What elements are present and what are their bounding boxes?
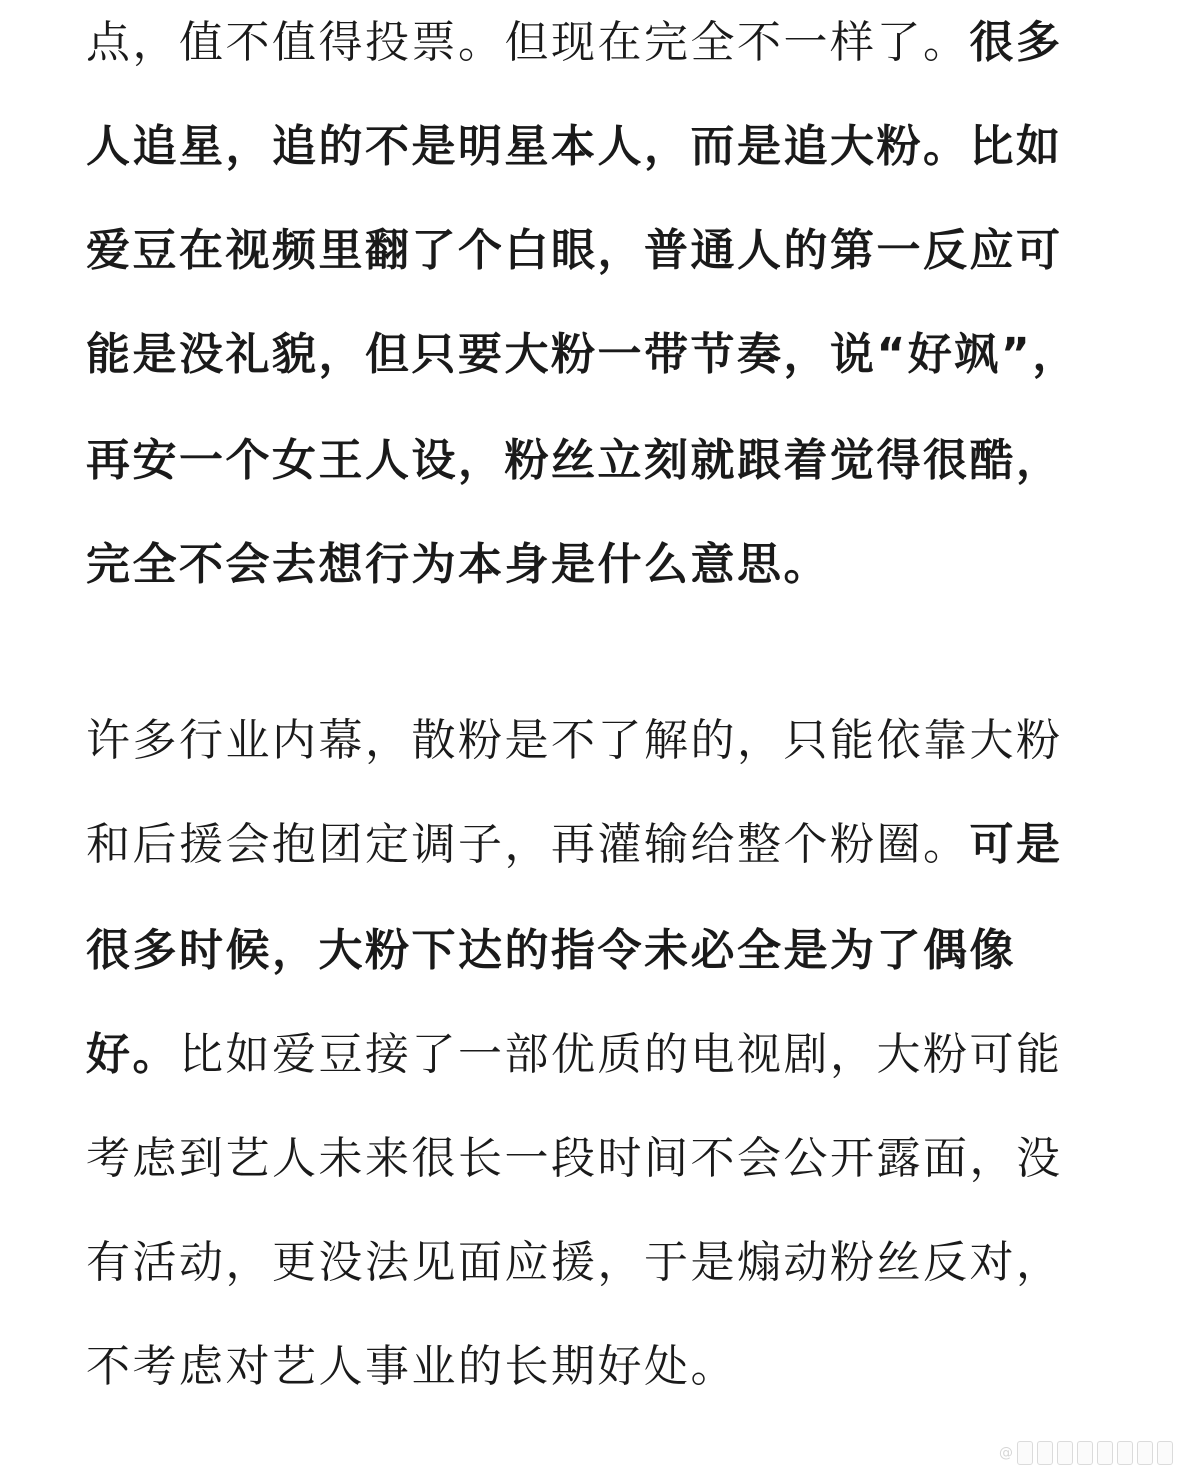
paragraph-2-line-4 bbox=[86, 1020, 1063, 1090]
paragraph-1-line-5: 再安一个女王人设，粉丝立刻就跟着觉得很酷， bbox=[86, 435, 1063, 486]
watermark-bar-icon bbox=[1117, 1441, 1133, 1465]
watermark-bar-icon bbox=[1037, 1441, 1053, 1465]
paragraph-1-line-3: 爱豆在视频里翻了个白眼，普通人的第一反应可 bbox=[86, 225, 1063, 276]
paragraph-1-line-1 bbox=[86, 8, 1063, 78]
watermark-bar-icon bbox=[1017, 1441, 1033, 1465]
paragraph-1-line-4: 能是没礼貌，但只要大粉一带节奏，说“好飒”， bbox=[86, 329, 1079, 380]
normal-text: 比如爱豆接了一部优质的电视剧，大粉可能 bbox=[179, 1029, 1063, 1080]
paragraph-2-line-5: 考虑到艺人未来很长一段时间不会公开露面，没 bbox=[86, 1133, 1063, 1184]
paragraph-1-line-6: 完全不会去想行为本身是什么意思。 bbox=[86, 539, 830, 590]
paragraph-2-line-3: 很多时候，大粉下达的指令未必全是为了偶像 bbox=[86, 925, 1016, 976]
paragraph-2-line-7: 不考虑对艺人事业的长期好处。 bbox=[86, 1341, 737, 1392]
bold-text: 很多 bbox=[969, 17, 1063, 68]
normal-text: 点，值不值得投票。但现在完全不一样了。 bbox=[86, 17, 970, 68]
paragraph-2-line-6: 有活动，更没法见面应援，于是煽动粉丝反对， bbox=[86, 1237, 1063, 1288]
normal-text: 和后援会抱团定调子，再灌输给整个粉圈。 bbox=[86, 819, 970, 870]
watermark-bar-icon bbox=[1097, 1441, 1113, 1465]
bold-text: 可是 bbox=[969, 819, 1063, 870]
bold-text: 好。 bbox=[86, 1029, 179, 1080]
watermark-bar-icon bbox=[1057, 1441, 1073, 1465]
watermark-bar-icon bbox=[1077, 1441, 1093, 1465]
watermark-text: @ bbox=[999, 1445, 1013, 1461]
watermark-bar-icon bbox=[1157, 1441, 1173, 1465]
paragraph-1-line-2: 人追星，追的不是明星本人，而是追大粉。比如 bbox=[86, 121, 1063, 172]
paragraph-2-line-2 bbox=[86, 810, 1063, 880]
watermark bbox=[999, 1441, 1173, 1465]
watermark-bar-icon bbox=[1137, 1441, 1153, 1465]
paragraph-2-line-1: 许多行业内幕，散粉是不了解的，只能依靠大粉 bbox=[86, 715, 1063, 766]
